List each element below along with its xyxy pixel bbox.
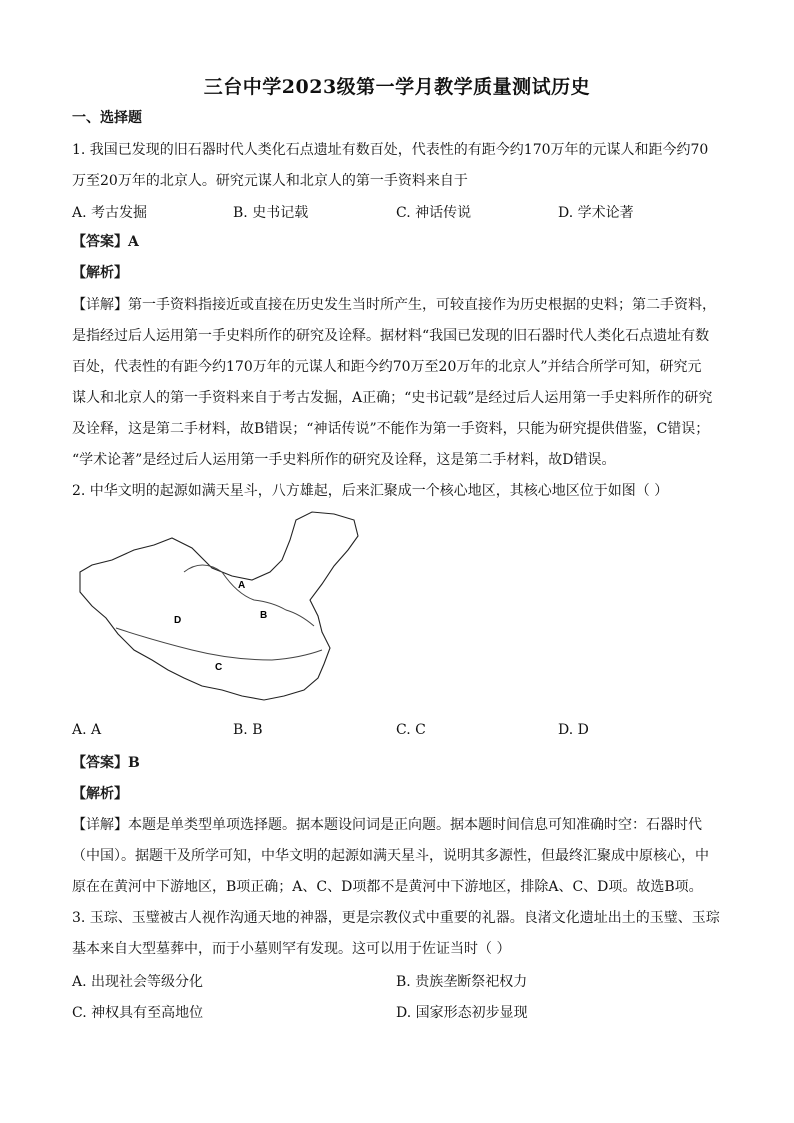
q1-stem-line2: 万至20万年的北京人。研究元谋人和北京人的第一手资料来自于 [72, 173, 468, 189]
q2-option-a: A. A [72, 722, 102, 738]
q2-option-c: C. C [396, 722, 426, 738]
q3-option-a: A. 出现社会等级分化 [72, 974, 204, 990]
map-label-d: D [174, 615, 182, 626]
q3-option-c: C. 神权具有至高地位 [72, 1005, 204, 1021]
q1-detail-line: “学术论著”是经过后人运用第一手史料所作的研究及诠释，这是第二手材料，故D错误。 [72, 452, 616, 468]
q2-option-d: D. D [558, 722, 589, 738]
q3-stem-line1: 3. 玉琮、玉璧被古人视作沟通天地的神器，更是宗教仪式中重要的礼器。良渚文化遗址出土的玉璧、玉琮 [72, 910, 720, 926]
q1-option-d: D. 学术论著 [558, 205, 634, 221]
q1-stem-line1: 1. 我国已发现的旧石器时代人类化石点遗址有数百处，代表性的有距今约170万年的元谋人和距今约70 [72, 142, 709, 158]
q1-detail-line: 及诠释，这是第二手材料，故B错误；“神话传说”不能作为第一手资料，只能为研究提供借鉴，C错误； [72, 421, 710, 437]
q2-stem-line1: 2. 中华文明的起源如满天星斗，八方雄起，后来汇聚成一个核心地区，其核心地区位于如图（ ） [72, 483, 669, 499]
map-label-c: C [215, 662, 223, 673]
q1-option-c: C. 神话传说 [396, 205, 472, 221]
q1-analysis-heading: 【解析】 [72, 265, 128, 281]
q1-option-b: B. 史书记载 [233, 205, 309, 221]
q2-detail-line: （中国）。据题干及所学可知，中华文明的起源如满天星斗，说明其多源性，但最终汇聚成中原核心，中 [72, 848, 709, 864]
q1-detail-line: 【详解】第一手资料指接近或直接在历史发生当时所产生，可较直接作为历史根据的史料；第二手资料， [72, 297, 716, 313]
q1-detail-line: 谋人和北京人的第一手资料来自于考古发掘，A正确；“史书记载”是经过后人运用第一手史料所作的研究 [72, 390, 713, 406]
q1-detail-line: 百处，代表性的有距今约170万年的元谋人和距今约70万至20万年的北京人”并结合所学可知，研究元 [72, 359, 702, 375]
q2-analysis-heading: 【解析】 [72, 786, 128, 802]
page-title: 三台中学2023级第一学月教学质量测试历史 [203, 76, 591, 98]
q3-stem-line2: 基本来自大型墓葬中，而于小墓则罕有发现。这可以用于佐证当时（ ） [72, 941, 511, 957]
q3-option-d: D. 国家形态初步显现 [396, 1005, 528, 1021]
q1-answer: 【答案】A [72, 234, 139, 250]
q2-answer: 【答案】B [72, 755, 140, 771]
map-label-b: B [260, 610, 268, 621]
china-outline-map [72, 510, 362, 710]
q2-detail-line: 【详解】本题是单类型单项选择题。据本题设问词是正向题。据本题时间信息可知准确时空：石器时代 [72, 817, 702, 833]
map-label-a: A [238, 580, 246, 591]
q2-option-b: B. B [233, 722, 263, 738]
q3-option-b: B. 贵族垄断祭祀权力 [396, 974, 528, 990]
section-heading: 一、选择题 [72, 110, 142, 126]
q1-detail-line: 是指经过后人运用第一手史料所作的研究及诠释。据材料“我国已发现的旧石器时代人类化石点遗址有数 [72, 328, 710, 344]
q2-detail-line: 原在在黄河中下游地区，B项正确；A、C、D项都不是黄河中下游地区，排除A、C、D项。故选B项。 [72, 879, 703, 895]
q1-option-a: A. 考古发掘 [72, 205, 148, 221]
